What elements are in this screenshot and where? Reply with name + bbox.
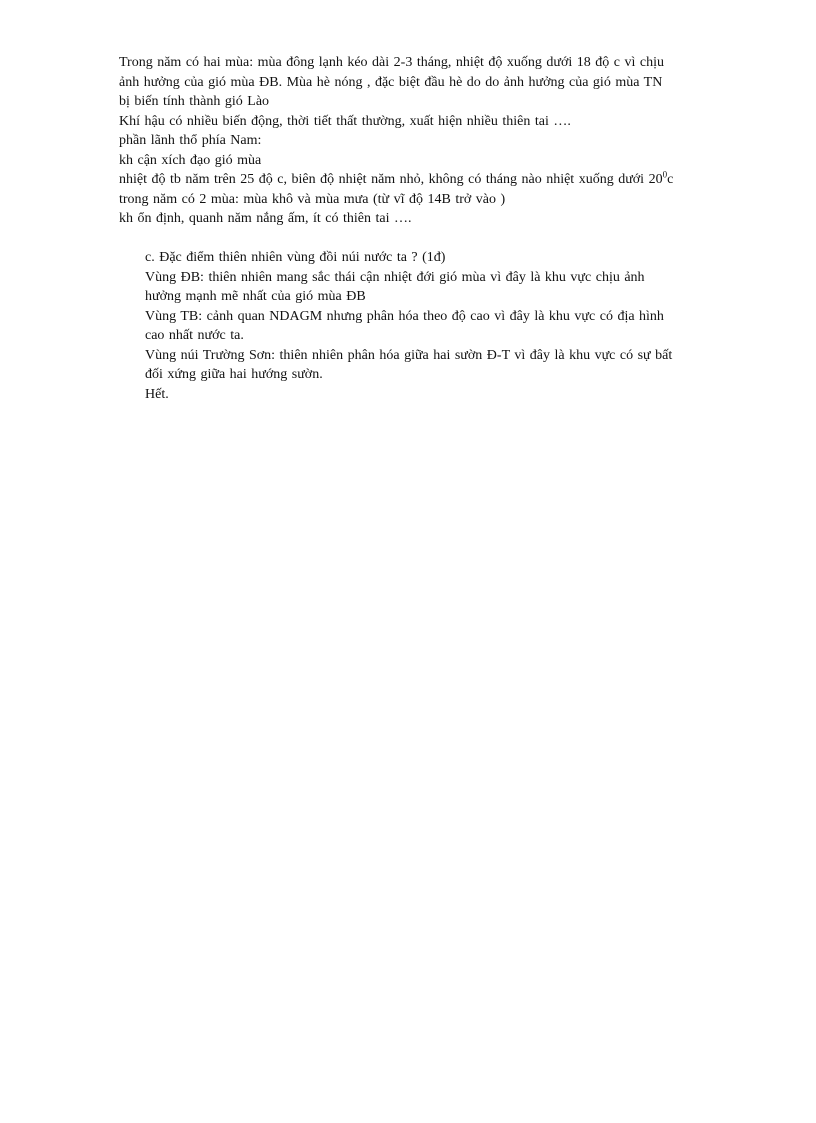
text-line: phần lãnh thổ phía Nam: <box>119 133 262 148</box>
question-heading: c. Đặc điểm thiên nhiên vùng đồi núi nước ta ? (1đ) <box>145 250 446 265</box>
temperature-line <box>119 170 739 190</box>
text-line: trong năm có 2 mùa: mùa khô và mùa mưa (từ vĩ độ 14B trở vào ) <box>119 191 506 207</box>
text-line: bị biến tính thành gió Lào <box>119 94 270 109</box>
text-line: Vùng TB: cảnh quan NDAGM nhưng phân hóa theo độ cao vì đây là khu vực có địa hình <box>145 308 664 324</box>
temperature-unit: c <box>667 172 674 187</box>
text-line: Vùng núi Trường Sơn: thiên nhiên phân hóa giữa hai sườn Đ-T vì đây là khu vực có sự bất <box>145 347 673 363</box>
text-line: cao nhất nước ta. <box>145 328 244 343</box>
text-line: Vùng ĐB: thiên nhiên mang sắc thái cận nhiệt đới gió mùa vì đây là khu vực chịu ảnh <box>145 269 645 285</box>
text-line: Khí hậu có nhiều biến động, thời tiết thất thường, xuất hiện nhiều thiên tai …. <box>119 113 571 129</box>
text-line: đối xứng giữa hai hướng sườn. <box>145 367 323 382</box>
text-line: kh cận xích đạo gió mùa <box>119 152 262 168</box>
text-line: hưởng mạnh mẽ nhất của gió mùa ĐB <box>145 289 366 304</box>
degree-superscript: 0 <box>662 169 668 180</box>
end-marker: Hết. <box>145 386 169 402</box>
text-line: Trong năm có hai mùa: mùa đông lạnh kéo dài 2-3 tháng, nhiệt độ xuống dưới 18 độ c vì chịu <box>119 55 665 70</box>
climate-section <box>119 53 739 229</box>
text-line: kh ổn định, quanh năm nắng ấm, ít có thiên tai …. <box>119 211 412 226</box>
mountain-nature-section <box>145 248 745 404</box>
temperature-text: nhiệt độ tb năm trên 25 độ c, biên độ nhiệt năm nhỏ, không có tháng nào nhiệt xuống dưới 20 <box>119 172 663 187</box>
text-line: ảnh hưởng của gió mùa ĐB. Mùa hè nóng , đặc biệt đầu hè do do ảnh hưởng của gió mùa TN <box>119 74 663 90</box>
